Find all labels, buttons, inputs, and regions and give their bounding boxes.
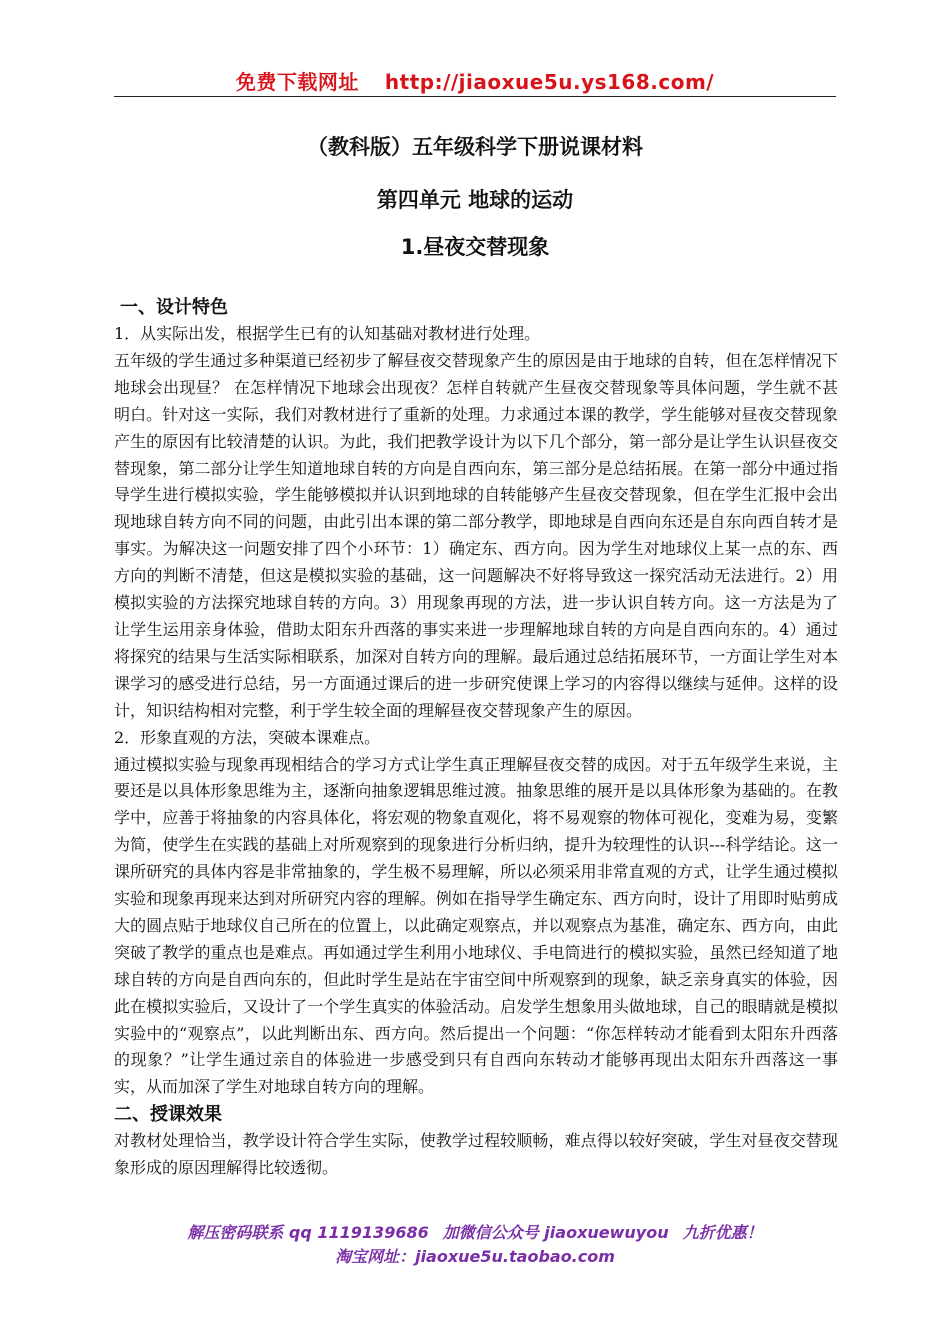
unit-title: 第四单元 地球的运动 xyxy=(376,188,574,212)
header-divider xyxy=(114,96,836,97)
footer-wechat: 加微信公众号 jiaoxuewuyou xyxy=(442,1223,669,1242)
header-label: 免费下载网址 xyxy=(235,70,359,94)
section-heading-design-features: 一、设计特色 xyxy=(120,297,228,318)
footer-contact xyxy=(60,1220,890,1243)
document-body xyxy=(114,294,838,1182)
lesson-title: 1.昼夜交替现象 xyxy=(400,235,550,259)
footer-discount: 九折优惠！ xyxy=(682,1223,763,1242)
header-url-link[interactable]: http://jiaoxue5u.ys168.com/ xyxy=(384,70,715,94)
paragraph: 通过模拟实验与现象再现相结合的学习方式让学生真正理解昼夜交替的成因。对于五年级学生来说，主要还是以具体形象思维为主，逐渐向抽象逻辑思维过渡。抽象思维的展开是以具体形象为基础的。在教学中，应善于将抽象的内容具体化，将宏观的物象直观化，将不易观察的物体可视化，变难为易，变繁为简，使学生在实践的基础上对所观察到的现象进行分析归纳，提升为较理性的认识---科学结论。这一课所研究的具体内容是非常抽象的，学生极不易理解，所以必须采用非常直观的方式，让学生通过模拟实验和现象再现来达到对所研究内容的理解。例如在指导学生确定东、西方向时，设计了用即时贴剪成大的圆点贴于地球仪自己所在的位置上，以此确定观察点，并以观察点为基准，确定东、西方向，由此突破了教学的重点也是难点。再如通过学生利用小地球仪、手电筒进行的模拟实验，虽然已经知道了地球自转的方向是自西向东的，但此时学生是站在宇宙空间中所观察到的现象，缺乏亲身真实的体验，因此在模拟实验后，又设计了一个学生真实的体验活动。启发学生想象用头做地球，自己的眼睛就是模拟实验中的“观察点”，以此判断出东、西方向。然后提出一个问题：“你怎样转动才能看到太阳东升西落的现象？”让学生通过亲自的体验进一步感受到只有自西向东转动才能够再现出太阳东升西落这一事实，从而加深了学生对地球自转方向的理解。 xyxy=(114,754,838,1097)
footer-taobao-link[interactable]: 淘宝网址：jiaoxue5u.taobao.com xyxy=(335,1247,615,1266)
footer-qq: 解压密码联系 qq 1119139686 xyxy=(187,1223,429,1242)
point-1-heading: 1．从实际出发，根据学生已有的认知基础对教材进行处理。 xyxy=(114,324,541,343)
point-2-heading: 2．形象直观的方法，突破本课难点。 xyxy=(114,727,381,747)
section-heading-teaching-effect: 二、授课效果 xyxy=(114,1104,222,1126)
download-header xyxy=(114,66,836,95)
paragraph: 对教材处理恰当，教学设计符合学生实际，使教学过程较顺畅，难点得以较好突破，学生对昼夜交替现象形成的原因理解得比较透彻。 xyxy=(114,1131,838,1178)
document-title: （教科版）五年级科学下册说课材料 xyxy=(307,135,643,159)
paragraph: 五年级的学生通过多种渠道已经初步了解昼夜交替现象产生的原因是由于地球的自转，但在怎样情况下地球会出现昼？ 在怎样情况下地球会出现夜？怎样自转就产生昼夜交替现象等具体问题，学生就不甚明白。针对这一实际，我们对教材进行了重新的处理。力求通过本课的教学，学生能够对昼夜交替现象产生的原因有比较清楚的认识。为此，我们把教学设计为以下几个部分，第一部分是让学生认识昼夜交替现象，第二部分让学生知道地球自转的方向是自西向东，第三部分是总结拓展。在第一部分中通过指导学生进行模拟实验，学生能够模拟并认识到地球的自转能够产生昼夜交替现象，但在学生汇报中会出现地球自转方向不同的问题，由此引出本课的第二部分教学，即地球是自西向东还是自东向西自转才是事实。为解决这一问题安排了四个小环节：1）确定东、西方向。因为学生对地球仪上某一点的东、西方向的判断不清楚，但这是模拟实验的基础，这一问题解决不好将导致这一探究活动无法进行。2）用模拟实验的方法探究地球自转的方向。3）用现象再现的方法，进一步认识自转方向。这一方法是为了让学生运用亲身体验，借助太阳东升西落的事实来进一步理解地球自转的方向是自西向东的。4）通过将探究的结果与生活实际相联系，加深对自转方向的理解。最后通过总结拓展环节，一方面让学生对本课学习的感受进行总结，另一方面通过课后的进一步研究使课上学习的内容得以继续与延伸。这样的设计，知识结构相对完整，利于学生较全面的理解昼夜交替现象产生的原因。 xyxy=(114,350,838,720)
